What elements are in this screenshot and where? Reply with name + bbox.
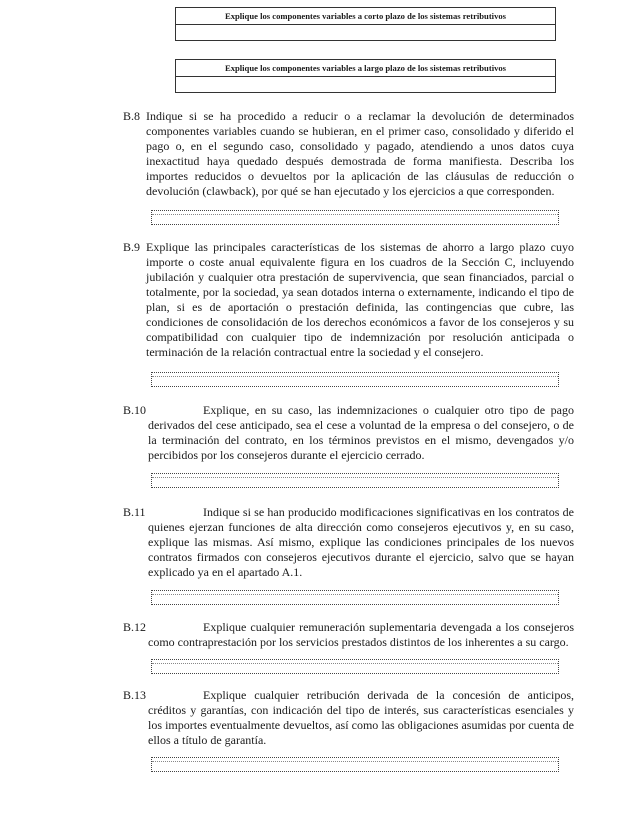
answer-field-b13[interactable] <box>151 757 559 772</box>
section-text: Explique cualquier remuneración suplementaria devengada a los consejeros como contraprestación por los servicios prestados distintos de los inherentes a su cargo. <box>148 620 574 649</box>
section-number: B.11 <box>123 505 146 519</box>
section-number: B.10 <box>123 403 147 417</box>
section-b12 <box>123 620 574 650</box>
section-number: B.9 <box>123 240 141 254</box>
section-b13 <box>123 688 574 748</box>
section-b9 <box>123 240 574 360</box>
answer-field-b11[interactable] <box>151 590 559 605</box>
section-text: Explique cualquier retribución derivada de la concesión de anticipos, créditos y garantías, con indicación del tipo de interés, sus características esenciales y los importes eventualmente devueltos, así como las obligaciones asumidas por cuenta de ellos a título de garantía. <box>148 688 574 747</box>
header-box-title: Explique los componentes variables a corto plazo de los sistemas retributivos <box>176 8 555 25</box>
header-box-short-term <box>175 7 556 41</box>
section-number: B.13 <box>123 688 147 702</box>
answer-field-b10[interactable] <box>151 473 559 488</box>
header-box-title: Explique los componentes variables a largo plazo de los sistemas retributivos <box>176 60 555 77</box>
section-text: Indique si se han producido modificaciones significativas en los contratos de quienes ejerzan funciones de alta dirección como consejeros ejecutivos y, en su caso, explique las mismas. Así mismo, explique las condiciones principales de los nuevos contratos firmados con consejeros ejecutivos durante el ejercicio, salvo que se hayan explicado ya en el apartado A.1. <box>148 505 574 579</box>
section-b10 <box>123 403 574 463</box>
answer-field-b12[interactable] <box>151 659 559 674</box>
header-box-long-term <box>175 59 556 93</box>
section-text: Explique las principales características de los sistemas de ahorro a largo plazo cuyo importe o coste anual equivalente figura en los cuadros de la Sección C, incluyendo jubilación y cualquier otra prestación de supervivencia, que sean financiados, parcial o totalmente, por la sociedad, ya sean dotados interna o externamente, indicando el tipo de plan, si es de aportación o prestación definida, las contingencias que cubre, las condiciones de consolidación de los derechos económicos a favor de los consejeros y su compatibilidad con cualquier tipo de indemnización por resolución anticipada o terminación de la relación contractual entre la sociedad y el consejero. <box>146 240 574 359</box>
section-text: Explique, en su caso, las indemnizaciones o cualquier otro tipo de pago derivados del cese anticipado, sea el cese a voluntad de la empresa o del consejero, o de la terminación del contrato, en los términos previstos en el mismo, devengados y/o percibidos por los consejeros durante el ejercicio cerrado. <box>148 403 574 462</box>
section-number: B.8 <box>123 109 141 123</box>
answer-field-b9[interactable] <box>151 372 559 387</box>
section-text: Indique si se ha procedido a reducir o a reclamar la devolución de determinados componentes variables cuando se hubieran, en el primer caso, consolidado y diferido el pago o, en el segundo caso, consolidado y pagado, atendiendo a unos datos cuya inexactitud haya quedado después demostrada de forma manifiesta. Describa los importes reducidos o devueltos por la aplicación de las cláusulas de reducción o devolución (clawback), por qué se han ejecutado y los ejercicios a que corresponden. <box>146 109 574 198</box>
section-b8 <box>123 109 574 199</box>
section-number: B.12 <box>123 620 147 634</box>
section-b11 <box>123 505 574 580</box>
answer-field-b8[interactable] <box>151 210 559 225</box>
